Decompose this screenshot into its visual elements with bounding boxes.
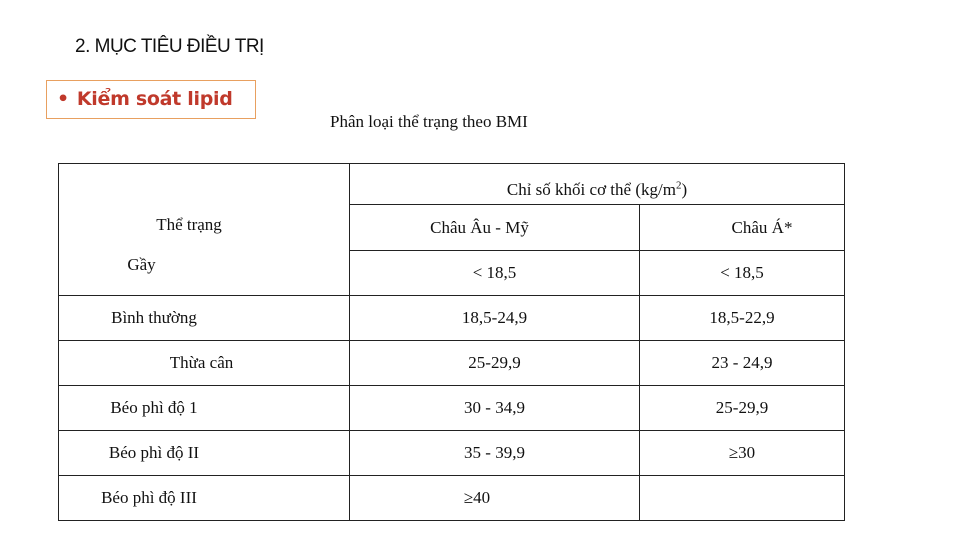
cell-asia: 18,5-22,9 [640,296,845,341]
row-label: Bình thường [59,296,350,341]
table-row [59,251,845,296]
cell-europe-us: < 18,5 [350,251,640,296]
table-row [59,296,845,341]
cell-europe-us: ≥40 [350,476,640,521]
row-label: Gầy [59,251,350,296]
row-label: Béo phì độ II [59,431,350,476]
cell-asia [640,476,845,521]
table-header-row-1 [59,164,845,205]
table-row [59,386,845,431]
bullet-dot: • [57,88,69,110]
header-corner-cell [59,164,350,205]
row-label: Thừa cân [59,341,350,386]
cell-asia: 23 - 24,9 [640,341,845,386]
cell-europe-us: 35 - 39,9 [350,431,640,476]
column-header: Châu Âu - Mỹ [350,205,640,251]
cell-europe-us: 18,5-24,9 [350,296,640,341]
table-header-row-2 [59,205,845,251]
cell-asia: < 18,5 [640,251,845,296]
table-row [59,431,845,476]
bmi-table [58,163,845,521]
table-caption: Phân loại thể trạng theo BMI [330,112,528,131]
row-header: Thể trạng [59,205,350,251]
cell-asia: 25-29,9 [640,386,845,431]
table-row [59,341,845,386]
cell-europe-us: 25-29,9 [350,341,640,386]
bullet-box [46,80,256,119]
table-row [59,476,845,521]
row-label: Béo phì độ III [59,476,350,521]
bullet-text: Kiểm soát lipid [76,88,233,110]
row-label: Béo phì độ 1 [59,386,350,431]
slide-title: 2. MỤC TIÊU ĐIỀU TRỊ [75,36,264,57]
cell-asia: ≥30 [640,431,845,476]
cell-europe-us: 30 - 34,9 [350,386,640,431]
column-header: Châu Á* [640,205,845,251]
group-header: Chỉ số khối cơ thể $(kg/m^2)$ [350,164,845,205]
